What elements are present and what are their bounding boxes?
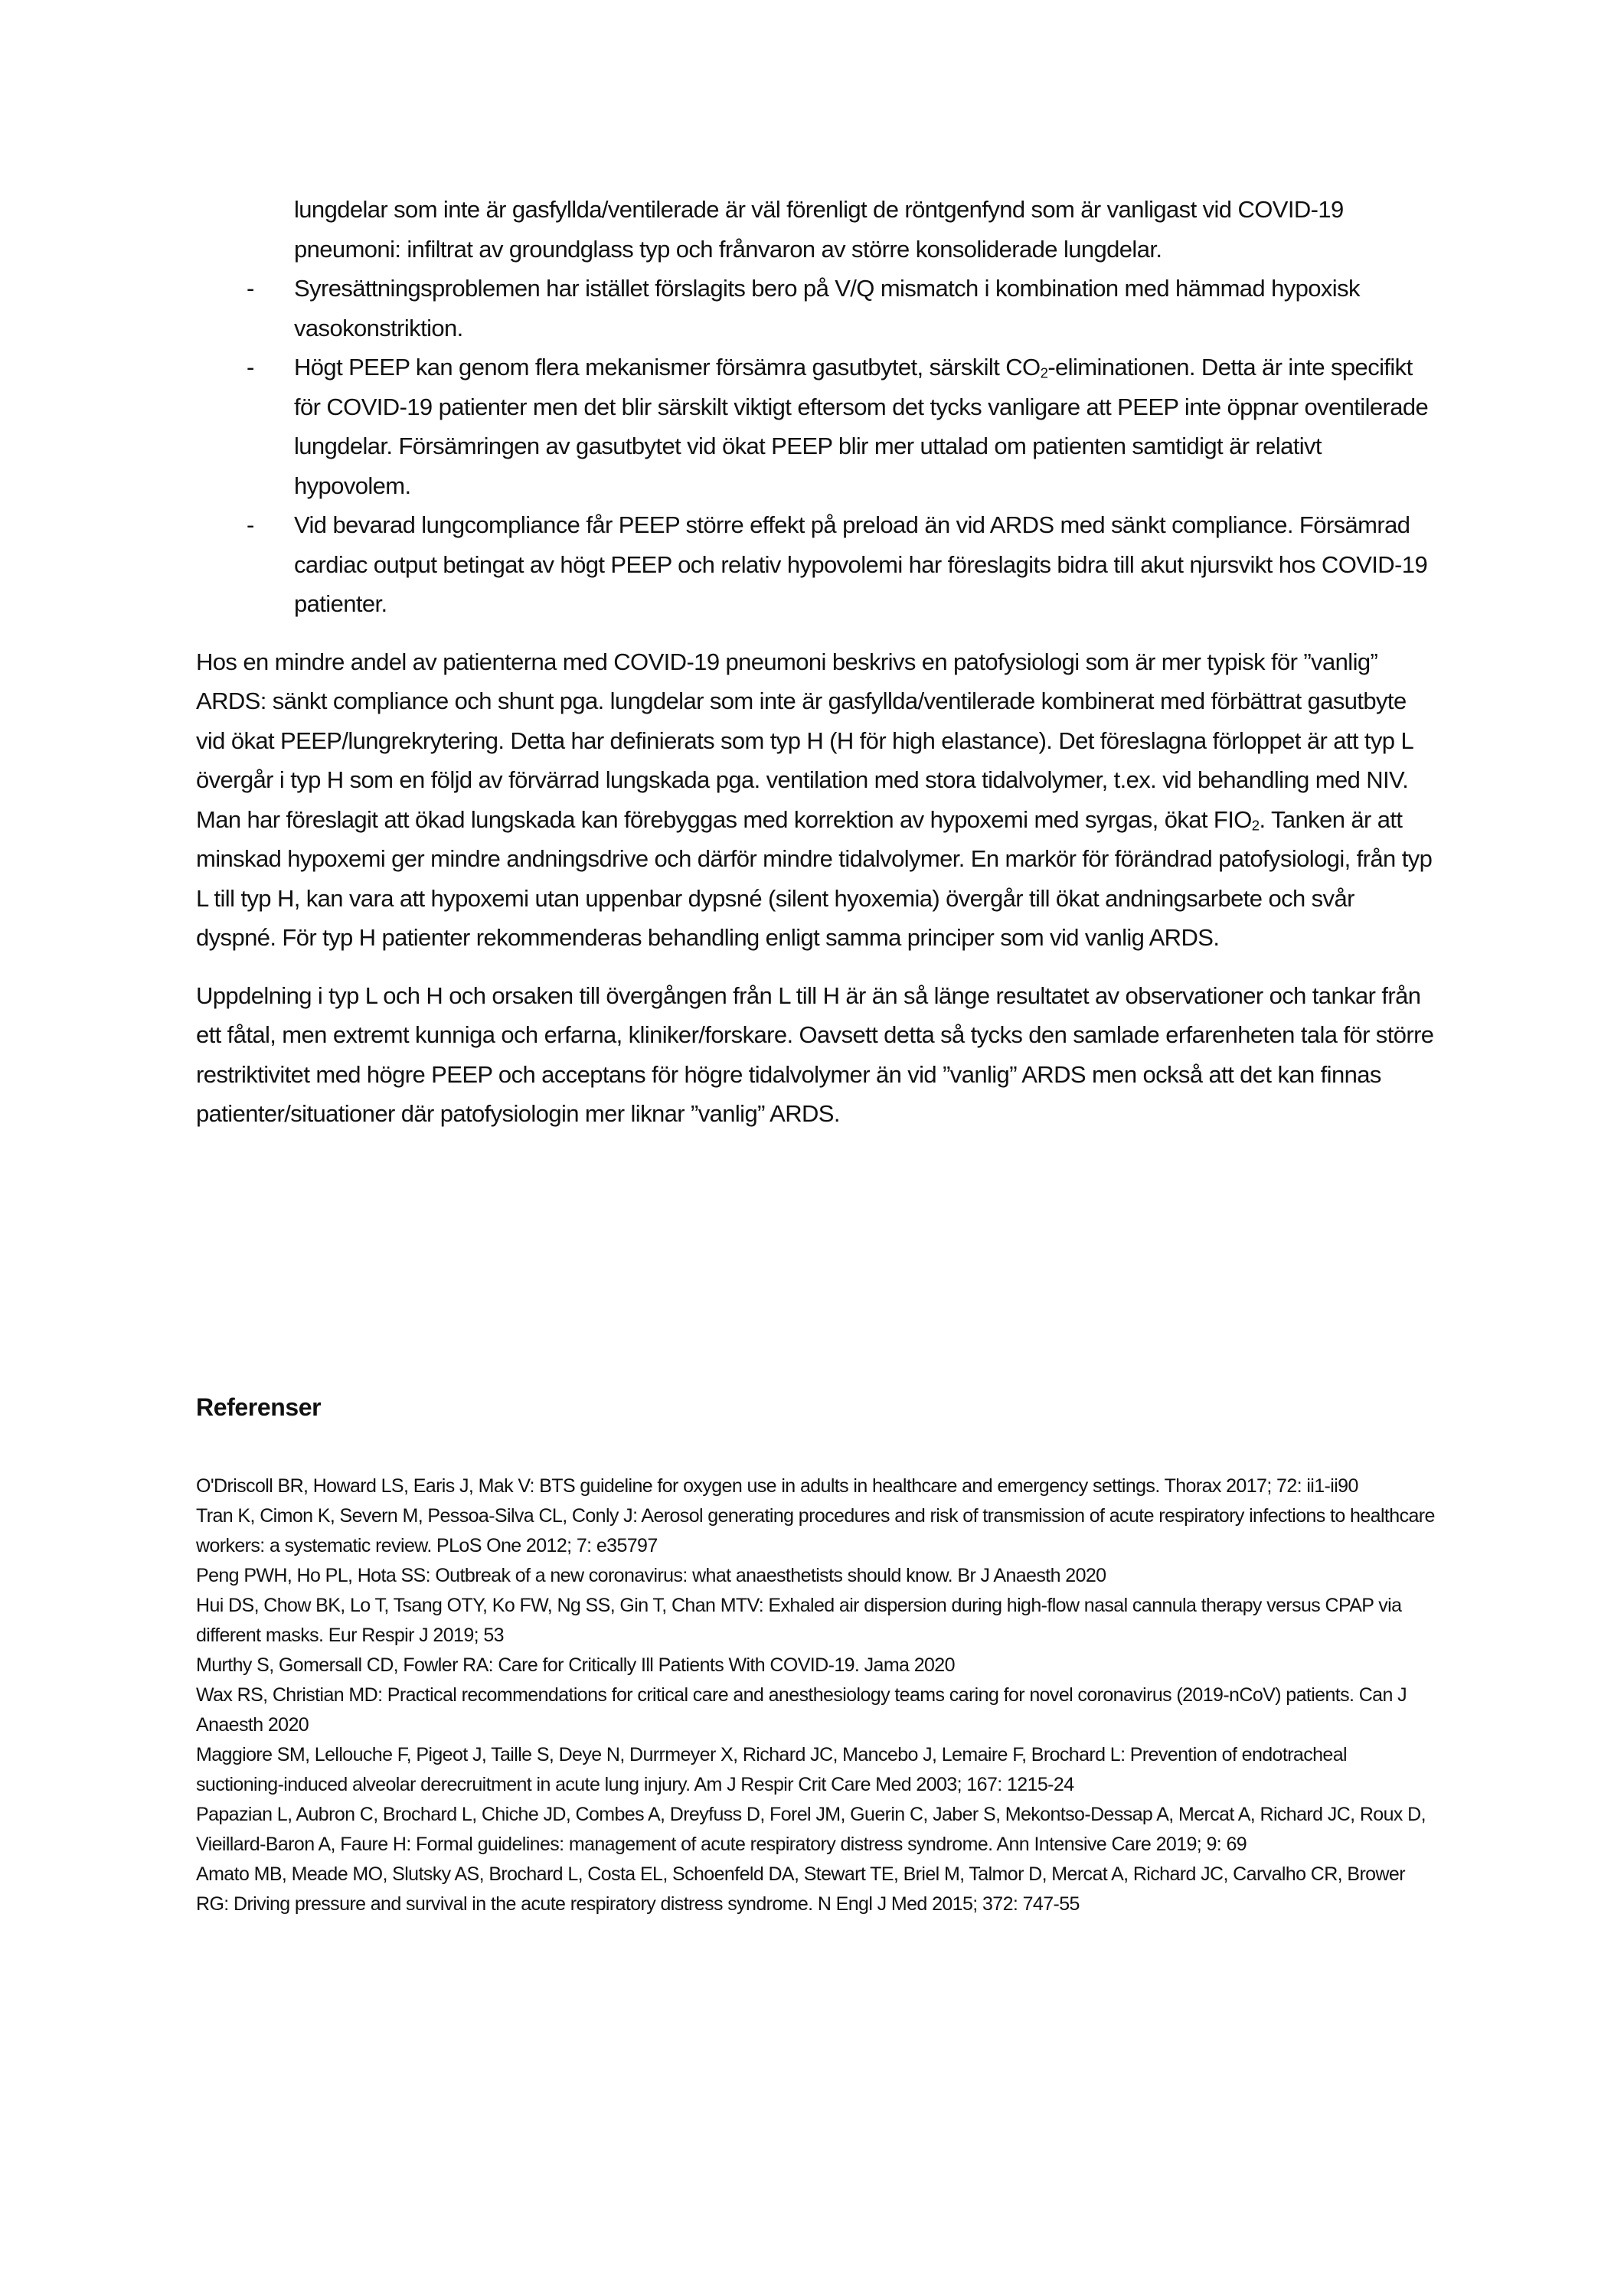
bullet-dash: - — [247, 275, 254, 302]
reference-item: Amato MB, Meade MO, Slutsky AS, Brochard L, Costa EL, Schoenfeld DA, Stewart TE, Briel M, Talmor D, Mercat A, Richard JC, Carvalho CR, Brower RG: Driving pressure and survival in the acute respiratory distress syndrome. N Engl J Med 2015; 372: 747-55 — [196, 1863, 1405, 1915]
reference-item: O'Driscoll BR, Howard LS, Earis J, Mak V: BTS guideline for oxygen use in adults in healthcare and emergency settings. Thorax 2017; 72: ii1-ii90 — [196, 1475, 1358, 1497]
bullet-text: Syresättningsproblemen har istället förslagits bero på V/Q mismatch i kombination med hämmad hypoxisk vasokonstriktion. — [294, 275, 1360, 341]
continued-bullet-text: lungdelar som inte är gasfyllda/ventilerade är väl förenligt de röntgenfynd som är vanligast vid COVID-19 pneumoni: infiltrat av groundglass typ och frånvaron av större konsoliderade lungdelar. — [294, 196, 1344, 263]
bullet-list — [196, 269, 1436, 624]
paragraph-text-part: Hos en mindre andel av patienterna med COVID-19 pneumoni beskrivs en patofysiologi som är mer typisk för ”vanlig” ARDS: sänkt compliance och shunt pga. lungdelar som inte är gasfyllda/ventilerade kombinerat med förbättrat gasutbyte vid ökat PEEP/lungrekrytering. Detta har definierats som typ H (H för high elastance). Det föreslagna förloppet är att typ L övergår i typ H som en följd av förvärrad lungskada pga. ventilation med stora tidalvolymer, t.ex. vid behandling med NIV. Man har föreslagit att ökad lungskada kan förebyggas med korrektion av hypoxemi med syrgas, ökat FIO — [196, 648, 1413, 833]
reference-item: Murthy S, Gomersall CD, Fowler RA: Care for Critically Ill Patients With COVID-19. Jama 2020 — [196, 1654, 955, 1676]
paragraph-type-h — [196, 642, 1436, 958]
references-list — [196, 1471, 1436, 1919]
paragraph-text-part: . Tanken är att minskad hypoxemi ger mindre andningsdrive och därför mindre tidalvolymer. En markör för förändrad patofysiologi, från typ L till typ H, kan vara att hypoxemi utan uppenbar dypsné (silent hyoxemia) övergår till ökat andningsarbete och svår dyspné. För typ H patienter rekommenderas behandling enligt samma principer som vid vanlig ARDS. — [196, 805, 1433, 951]
bullet-text-part: Högt PEEP kan genom flera mekanismer försämra gasutbytet, särskilt CO — [294, 354, 1041, 380]
reference-item: Wax RS, Christian MD: Practical recommendations for critical care and anesthesiology teams caring for novel coronavirus (2019-nCoV) patients. Can J Anaesth 2020 — [196, 1684, 1407, 1736]
bullet-item — [196, 348, 1436, 505]
bullet-item — [196, 269, 1436, 348]
bullet-text: Vid bevarad lungcompliance får PEEP större effekt på preload än vid ARDS med sänkt compliance. Försämrad cardiac output betingat av högt PEEP och relativ hypovolemi har föreslagits bidra till akut njursvikt hos COVID-19 patienter. — [294, 511, 1428, 617]
bullet-text-part: -eliminationen. Detta är inte specifikt för COVID-19 patienter men det blir särskilt viktigt eftersom det tycks vanligare att PEEP inte öppnar oventilerade lungdelar. Försämringen av gasutbytet vid ökat PEEP blir mer uttalad om patienten samtidigt är relativt hypovolem. — [294, 354, 1429, 499]
subscript: 2 — [1251, 817, 1260, 834]
reference-item: Papazian L, Aubron C, Brochard L, Chiche JD, Combes A, Dreyfuss D, Forel JM, Guerin C, Jaber S, Mekontso-Dessap A, Mercat A, Richard JC, Roux D, Vieillard-Baron A, Faure H: Formal guidelines: management of acute respiratory distress syndrome. Ann Intensive Care 2019; 9: 69 — [196, 1804, 1426, 1855]
reference-item: Hui DS, Chow BK, Lo T, Tsang OTY, Ko FW, Ng SS, Gin T, Chan MTV: Exhaled air dispersion during high-flow nasal cannula therapy versus CPAP via different masks. Eur Respir J 2019; 53 — [196, 1595, 1402, 1646]
body-content — [196, 190, 1436, 1134]
subscript: 2 — [1040, 364, 1048, 381]
bullet-item — [196, 505, 1436, 624]
reference-item: Peng PWH, Ho PL, Hota SS: Outbreak of a new coronavirus: what anaesthetists should know. Br J Anaesth 2020 — [196, 1565, 1106, 1586]
bullet-dash: - — [247, 354, 254, 380]
bullet-text — [294, 354, 1428, 499]
paragraph-type-l-h-summary: Uppdelning i typ L och H och orsaken till övergången från L till H är än så länge resultatet av observationer och tankar från ett fåtal, men extremt kunniga och erfarna, kliniker/forskare. Oavsett detta så tycks den samlade erfarenheten tala för större restriktivitet med högre PEEP och acceptans för högre tidalvolymer än vid ”vanlig” ARDS men också att det kan finnas patienter/situationer där patofysiologin mer liknar ”vanlig” ARDS. — [196, 981, 1434, 1127]
references-heading: Referenser — [196, 1393, 322, 1421]
bullet-dash: - — [247, 511, 254, 538]
reference-item: Maggiore SM, Lellouche F, Pigeot J, Taille S, Deye N, Durrmeyer X, Richard JC, Mancebo J, Lemaire F, Brochard L: Prevention of endotracheal suctioning-induced alveolar derecruitment in acute lung injury. Am J Respir Crit Care Med 2003; 167: 1215-24 — [196, 1744, 1347, 1795]
reference-item: Tran K, Cimon K, Severn M, Pessoa-Silva CL, Conly J: Aerosol generating procedures and risk of transmission of acute respiratory infections to healthcare workers: a systematic review. PLoS One 2012; 7: e35797 — [196, 1505, 1435, 1556]
